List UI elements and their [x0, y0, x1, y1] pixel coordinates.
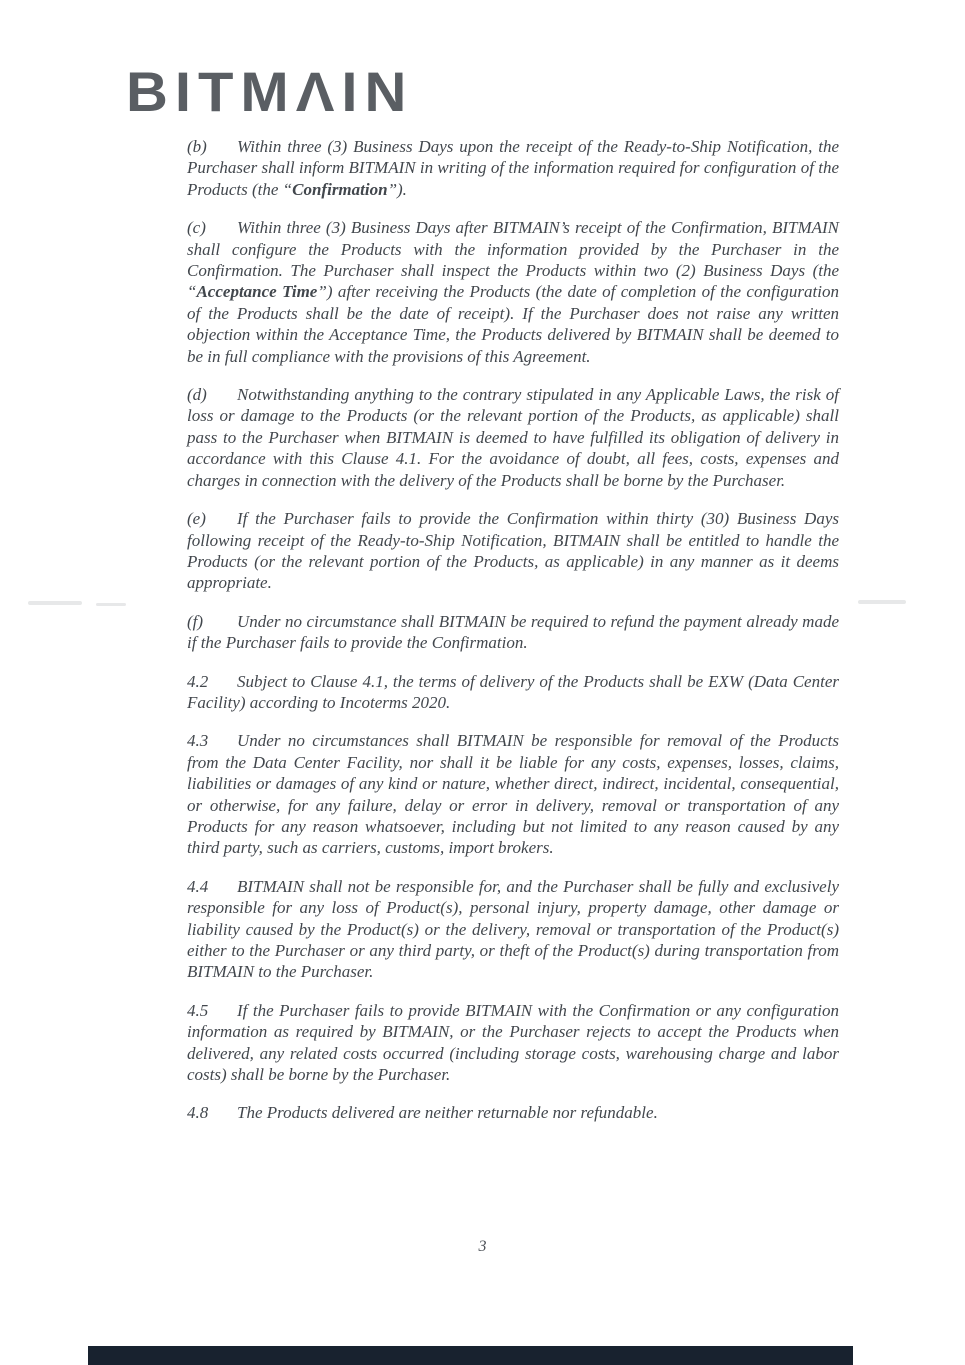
clause-text: [187, 137, 839, 199]
defined-term: Acceptance Time: [196, 282, 318, 302]
contract-clause-f: [187, 611, 839, 654]
clause-text-segment: ”) after receiving the Products (the date of completion of the configuration of the Products shall be the date of receipt). If the Purchaser does not raise any written objection within the Acceptance Time, the Products delivered by BITMAIN shall be deemed to be in full compliance with the provisions of this Agreement.: [187, 282, 839, 366]
clause-text-segment: Within three (3) Business Days after BITMAIN’s receipt of the Confirmation, BITMAIN shall configure the Products with the information provided by the Purchaser in the Confirmation. The Purchaser shall inspect the Products within two (2) Business Days (the “: [187, 218, 839, 302]
clause-label: (e): [187, 509, 206, 529]
clause-text-segment: ”).: [387, 179, 407, 199]
clause-text: [187, 1001, 839, 1084]
contract-clause-d: [187, 384, 839, 491]
clause-label: 4.8: [187, 1103, 209, 1123]
clause-label: 4.4: [187, 876, 209, 896]
contract-clause-4.4: [187, 876, 839, 983]
clause-text-segment: If the Purchaser fails to provide BITMAIN with the Confirmation or any configuration information as required by BITMAIN, or the Purchaser rejects to accept the Products when delivered, any related costs occurred (including storage costs, warehousing charge and labor costs) shall be borne by the Purchaser.: [187, 1000, 839, 1085]
contract-clause-e: [187, 508, 839, 594]
clause-label: 4.2: [187, 671, 209, 691]
clause-text-segment: Subject to Clause 4.1, the terms of delivery of the Products shall be EXW (Data Center Facility) according to Incoterms 2020.: [187, 671, 839, 712]
clause-label: (d): [187, 385, 207, 405]
contract-clause-4.8: [187, 1102, 839, 1123]
scan-speck: [96, 603, 126, 606]
scan-edge-artifact-bar: [88, 1346, 853, 1365]
scan-speck: [28, 601, 82, 605]
bitmain-logo: BITMΛIN: [126, 61, 414, 124]
clause-text: [187, 877, 839, 982]
clause-text: [187, 385, 839, 490]
clause-text-segment: If the Purchaser fails to provide the Confirmation within thirty (30) Business Days following receipt of the Ready-to-Ship Notification, BITMAIN shall be entitled to handle the Products (or the relevant portion of the Products, as applicable) in any manner as it deems appropriate.: [187, 509, 839, 593]
clause-label: (b): [187, 137, 207, 156]
clause-text-segment: Under no circumstances shall BITMAIN be responsible for removal of the Products from the Data Center Facility, nor shall it be liable for any costs, expenses, losses, claims, liabilities or damages of any kind or nature, whether direct, indirect, incidental, consequential, or otherwise, for any failure, delay or error in delivery, removal or transportation of any Products for any reason whatsoever, including but not limited to any reason caused by any third party, such as carriers, customs, import brokers.: [187, 731, 839, 858]
contract-body: [187, 136, 839, 1141]
contract-clause-b: [187, 136, 839, 200]
clause-text: [187, 672, 839, 712]
clause-text: [187, 218, 839, 365]
clause-text-segment: The Products delivered are neither returnable nor refundable.: [237, 1103, 658, 1123]
scan-speck: [858, 600, 906, 604]
defined-term: Confirmation: [292, 179, 388, 199]
clause-text-segment: Notwithstanding anything to the contrary stipulated in any Applicable Laws, the risk of loss or damage to the Products (or the relevant portion of the Products, as applicable) shall pass to the Purchaser when BITMAIN is deemed to have fulfilled its obligation of delivery in accordance with this Clause 4.1. For the avoidance of doubt, all fees, costs, expenses and charges in connection with the delivery of the Products shall be borne by the Purchaser.: [187, 385, 839, 490]
clause-text: [187, 612, 839, 652]
contract-clause-c: [187, 217, 839, 367]
contract-clause-4.3: [187, 730, 839, 858]
clause-text: [187, 731, 839, 857]
clause-label: 4.3: [187, 731, 209, 751]
contract-clause-4.5: [187, 1000, 839, 1086]
clause-text-segment: BITMAIN shall not be responsible for, and the Purchaser shall be fully and exclusively responsible for any loss of Product(s), personal injury, property damage, other damage or liability caused by the Product(s) or the delivery, removal or transportation of the Product(s) either to the Purchaser or any third party, or theft of the Product(s) during transportation from BITMAIN to the Purchaser.: [187, 876, 839, 982]
clause-label: (c): [187, 218, 206, 238]
clause-text-segment: Under no circumstance shall BITMAIN be required to refund the payment already made if the Purchaser fails to provide the Confirmation.: [187, 611, 839, 653]
clause-label: 4.5: [187, 1000, 209, 1020]
clause-label: (f): [187, 611, 204, 631]
clause-text-segment: Within three (3) Business Days upon the receipt of the Ready-to-Ship Notification, the Purchaser shall inform BITMAIN in writing of the information required for configuration of the Products (the “: [187, 137, 839, 199]
clause-text: [237, 1103, 658, 1122]
contract-clause-4.2: [187, 671, 839, 714]
clause-text: [187, 509, 839, 592]
page-number: 3: [478, 1238, 487, 1255]
